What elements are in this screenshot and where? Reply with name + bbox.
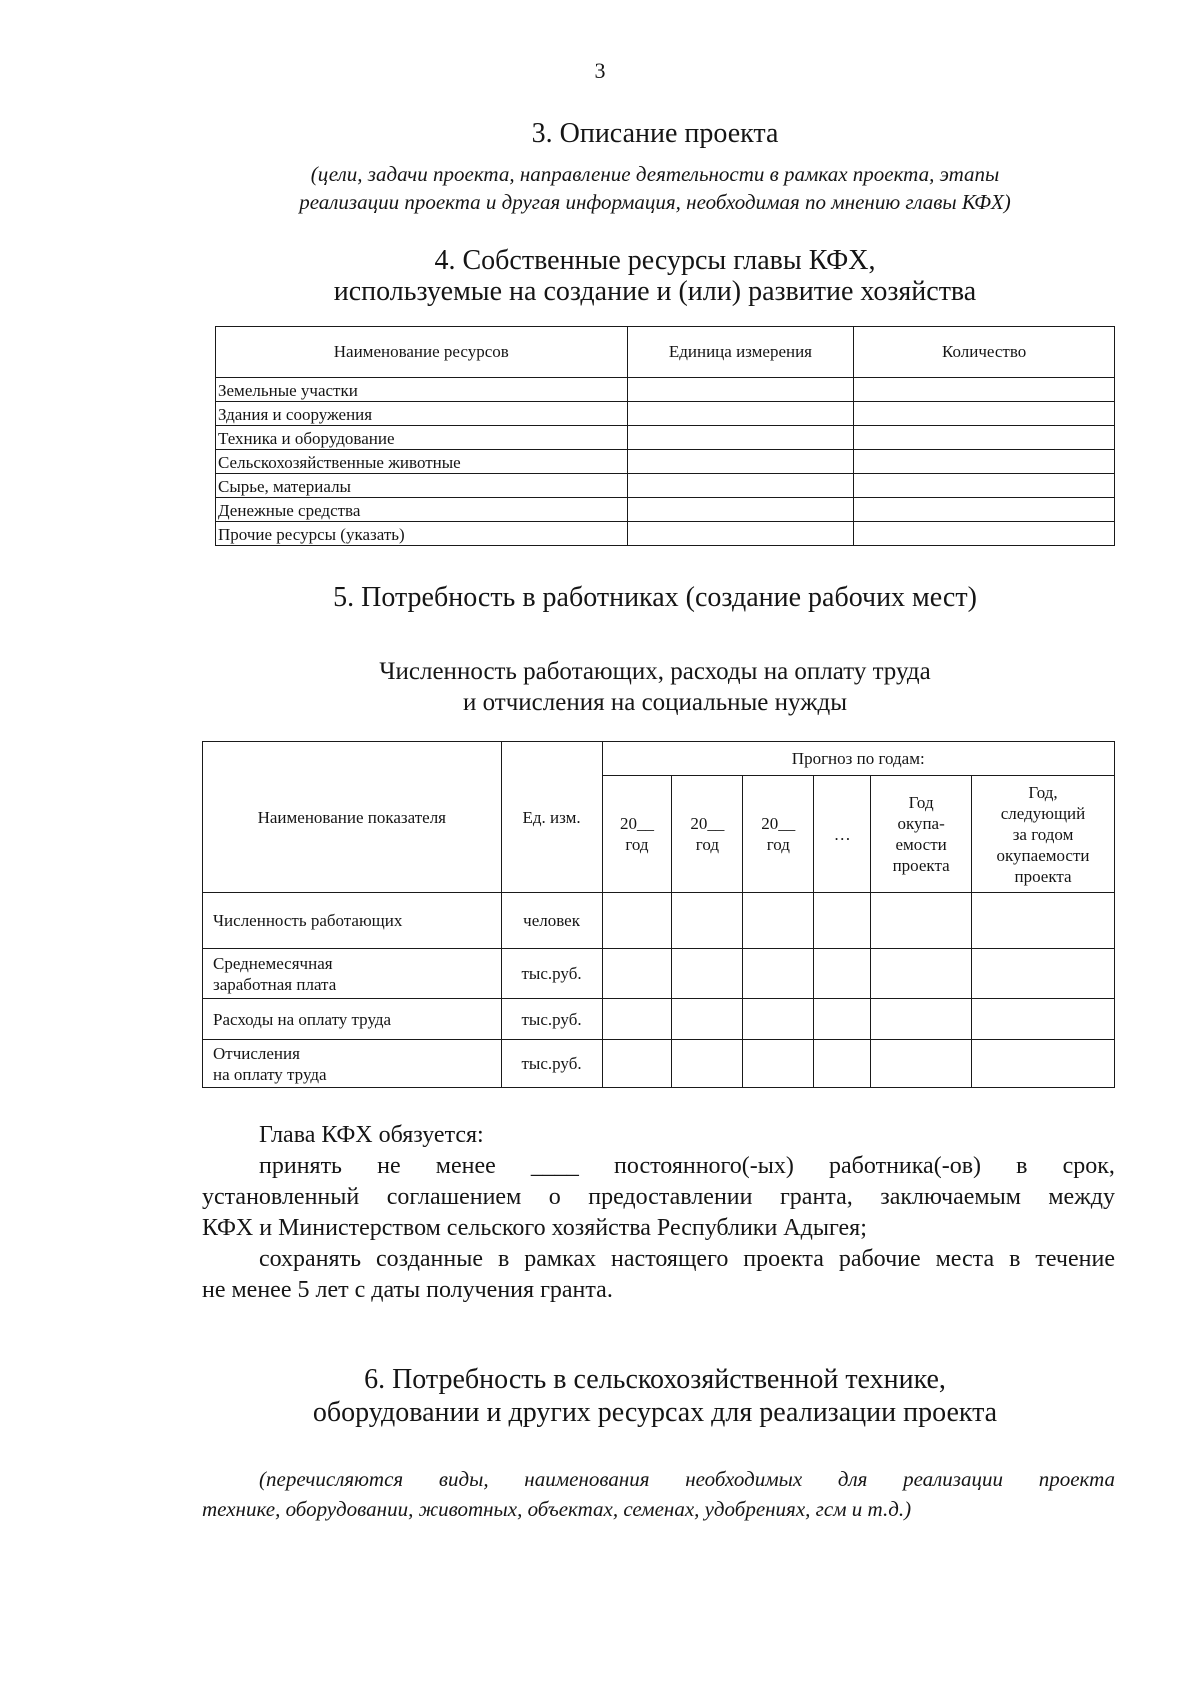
table-row [216, 498, 1115, 522]
indicator-unit: человек [501, 893, 602, 949]
column-header-year [743, 776, 814, 893]
indicator-unit: тыс.руб. [501, 999, 602, 1040]
section-6-title-line-2: оборудовании и других ресурсах для реализации проекта [312, 1397, 998, 1428]
table-row [203, 949, 1115, 999]
section-3-note-line-2: реализации проекта и другая информация, необходимая по мнению главы КФХ) [299, 190, 1011, 214]
value-cell [871, 999, 972, 1040]
payback-line: проекта [892, 856, 950, 875]
value-cell [602, 999, 672, 1040]
resource-quantity-cell [854, 522, 1115, 546]
year-label: год [695, 835, 719, 854]
commitment-word: постоянного(-ых) [614, 1153, 794, 1179]
value-cell [602, 1040, 672, 1088]
indicator-name [203, 893, 502, 949]
column-header-ellipsis: … [814, 776, 871, 893]
commitment-word: не [377, 1153, 401, 1179]
section-4-title-line-2: используемые на создание и (или) развитие хозяйства [333, 276, 977, 307]
resource-quantity-cell [854, 378, 1115, 402]
indicator-name-line: Среднемесячная [213, 953, 333, 973]
commitment-line-4: сохранять созданные в рамках настоящего проекта рабочие места в течение [259, 1246, 1115, 1272]
column-header-year [602, 776, 672, 893]
resource-name: Сырье, материалы [216, 474, 628, 498]
own-resources-table [215, 326, 1115, 546]
after-payback-line: следующий [1000, 803, 1086, 823]
table-row [203, 893, 1115, 949]
year-prefix: 20__ [690, 814, 725, 833]
year-prefix: 20__ [761, 814, 796, 833]
resource-name: Прочие ресурсы (указать) [216, 522, 628, 546]
column-header-year [672, 776, 743, 893]
section-6-note-line-1: (перечисляются виды, наименования необходимых для реализации проекта [259, 1467, 1115, 1491]
section-5-subtitle-line-2: и отчисления на социальные нужды [463, 689, 847, 716]
indicator-name-line: на оплату труда [213, 1064, 327, 1084]
value-cell [972, 893, 1115, 949]
payback-line: емости [895, 835, 947, 854]
commitment-word: срок, [1062, 1153, 1115, 1179]
value-cell [672, 949, 743, 999]
table-row [216, 474, 1115, 498]
after-payback-line: за годом [1012, 824, 1074, 844]
resource-name: Денежные средства [216, 498, 628, 522]
indicator-name-line: Отчисления [213, 1043, 300, 1063]
value-cell [672, 893, 743, 949]
resource-unit-cell [627, 450, 854, 474]
column-header-resource-name: Наименование ресурсов [216, 327, 628, 378]
table-header-row [203, 742, 1115, 776]
resource-name: Здания и сооружения [216, 402, 628, 426]
after-payback-line: окупаемости [996, 845, 1090, 865]
resource-name: Земельные участки [216, 378, 628, 402]
section-3-title: 3. Описание проекта [531, 118, 779, 149]
resource-unit-cell [627, 522, 854, 546]
resource-unit-cell [627, 474, 854, 498]
value-cell [972, 999, 1115, 1040]
table-row [203, 999, 1115, 1040]
table-row [216, 522, 1115, 546]
section-6-title-line-1: 6. Потребность в сельскохозяйственной технике, [364, 1364, 946, 1395]
value-cell [814, 1040, 871, 1088]
value-cell [972, 949, 1115, 999]
column-header-after-payback-year [972, 776, 1115, 893]
staff-forecast-table [202, 741, 1115, 1088]
year-label: год [766, 835, 790, 854]
column-header-payback-year [871, 776, 972, 893]
resource-unit-cell [627, 378, 854, 402]
table-row [216, 426, 1115, 450]
column-header-forecast: Прогноз по годам: [602, 742, 1114, 776]
indicator-name-line: Численность работающих [213, 911, 403, 930]
table-row [216, 450, 1115, 474]
resource-quantity-cell [854, 402, 1115, 426]
value-cell [743, 893, 814, 949]
value-cell [743, 999, 814, 1040]
resource-quantity-cell [854, 426, 1115, 450]
workers-count-blank: ____ [530, 1153, 579, 1179]
column-header-unit: Единица измерения [627, 327, 854, 378]
value-cell [743, 949, 814, 999]
commitment-line-3: КФХ и Министерством сельского хозяйства Республики Адыгея; [202, 1215, 867, 1241]
section-5-subtitle-line-1: Численность работающих, расходы на оплату труда [379, 658, 931, 685]
commitment-lead: Глава КФХ обязуется: [259, 1122, 484, 1148]
value-cell [743, 1040, 814, 1088]
resource-unit-cell [627, 402, 854, 426]
value-cell [602, 949, 672, 999]
section-6-note-line-2: технике, оборудовании, животных, объектах, семенах, удобрениях, гсм и т.д.) [202, 1497, 912, 1521]
table-row [216, 402, 1115, 426]
indicator-unit: тыс.руб. [501, 949, 602, 999]
section-3-note-line-1: (цели, задачи проекта, направление деятельности в рамках проекта, этапы [310, 162, 1000, 186]
table-row [203, 1040, 1115, 1088]
value-cell [871, 893, 972, 949]
section-5-title: 5. Потребность в работниках (создание рабочих мест) [333, 582, 977, 613]
value-cell [972, 1040, 1115, 1088]
indicator-name [203, 949, 502, 999]
year-label: год [625, 835, 649, 854]
value-cell [871, 949, 972, 999]
resource-quantity-cell [854, 498, 1115, 522]
value-cell [871, 1040, 972, 1088]
commitment-line-5: не менее 5 лет с даты получения гранта. [202, 1277, 613, 1303]
value-cell [602, 893, 672, 949]
column-header-unit: Ед. изм. [501, 742, 602, 893]
indicator-name-line: заработная плата [213, 974, 337, 994]
column-header-quantity: Количество [854, 327, 1115, 378]
year-prefix: 20__ [619, 814, 654, 833]
resource-name: Техника и оборудование [216, 426, 628, 450]
resource-unit-cell [627, 426, 854, 450]
value-cell [814, 893, 871, 949]
table-header-row [216, 327, 1115, 378]
resource-name: Сельскохозяйственные животные [216, 450, 628, 474]
table-row [216, 378, 1115, 402]
column-header-indicator: Наименование показателя [203, 742, 502, 893]
commitment-line-1 [259, 1151, 1115, 1182]
commitment-word: менее [435, 1153, 496, 1179]
commitment-word: принять [259, 1153, 343, 1179]
value-cell [814, 999, 871, 1040]
value-cell [672, 1040, 743, 1088]
page-number: 3 [594, 58, 606, 83]
section-4-title-line-1: 4. Собственные ресурсы главы КФХ, [434, 245, 876, 276]
commitment-word: работника(-ов) [829, 1153, 982, 1179]
indicator-name [203, 999, 502, 1040]
indicator-unit: тыс.руб. [501, 1040, 602, 1088]
value-cell [672, 999, 743, 1040]
after-payback-line: Год, [1028, 782, 1058, 802]
resource-unit-cell [627, 498, 854, 522]
commitment-word: в [1016, 1153, 1028, 1179]
after-payback-line: проекта [1014, 866, 1072, 886]
indicator-name [203, 1040, 502, 1088]
payback-line: окупа- [897, 814, 945, 833]
indicator-name-line: Расходы на оплату труда [213, 1009, 392, 1029]
commitment-line-2: установленный соглашением о предоставлении гранта, заключаемым между [202, 1184, 1115, 1210]
resource-quantity-cell [854, 474, 1115, 498]
resource-quantity-cell [854, 450, 1115, 474]
value-cell [814, 949, 871, 999]
payback-line: Год [908, 793, 934, 812]
